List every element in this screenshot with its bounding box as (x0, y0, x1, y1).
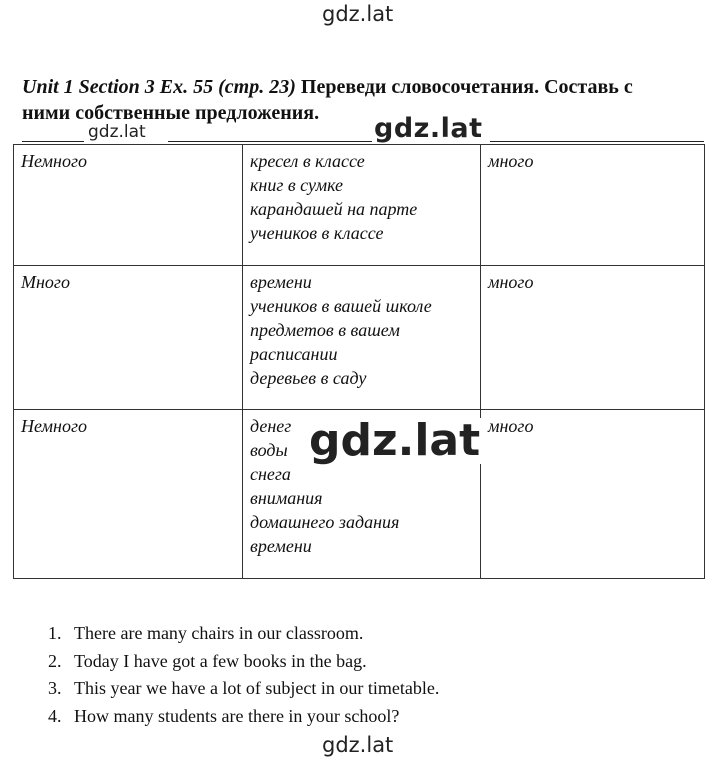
watermark-line-large: gdz.lat (374, 113, 483, 144)
phrase: кресел в классе (250, 151, 365, 171)
quantity-word-cell: много (481, 266, 705, 410)
phrase: времени (250, 272, 312, 292)
phrase: домашнего задания (250, 512, 400, 532)
task-header (22, 74, 682, 126)
list-item (48, 703, 439, 731)
underline-segment-2 (168, 141, 372, 142)
list-item (48, 620, 439, 648)
exercise-instruction: Переведи словосочетания. Составь с ними собственные предложения. (22, 76, 633, 124)
phrase: денег (250, 416, 292, 436)
watermark-line-small: gdz.lat (88, 122, 146, 142)
sentence-text: Today I have got a few books in the bag. (74, 650, 367, 671)
underline-segment-1 (22, 141, 84, 142)
underline-segment-3 (490, 141, 704, 142)
phrase: карандашей на парте (250, 199, 418, 219)
table-row (14, 145, 705, 266)
sentence-list (48, 620, 439, 730)
quantity-word-cell: Много (14, 266, 243, 410)
sentence-text: There are many chairs in our classroom. (74, 623, 364, 643)
quantity-word-cell: Немного (14, 410, 243, 579)
phrase: времени (250, 536, 312, 556)
exercise-reference: Unit 1 Section 3 Ex. 55 (стр. 23) (22, 76, 296, 98)
quantity-word-cell: Немного (14, 145, 243, 266)
phrase: учеников в вашей школе (250, 296, 432, 316)
phrase: расписании (250, 344, 338, 364)
phrase: деревьев в саду (250, 368, 367, 388)
watermark-top: gdz.lat (322, 2, 394, 26)
watermark-center: gdz.lat (305, 418, 484, 464)
item-number: 3. (48, 678, 62, 698)
quantity-word-cell: много (481, 410, 705, 579)
item-number: 2. (48, 650, 62, 671)
item-number: 4. (48, 705, 62, 726)
phrase: внимания (250, 488, 323, 508)
phrase: снега (250, 464, 291, 484)
phrase: воды (250, 440, 288, 460)
list-item (48, 648, 439, 676)
phrase-list-cell (243, 145, 481, 266)
phrase-table (13, 144, 705, 579)
phrase-list-cell (243, 266, 481, 410)
phrase: предметов в вашем (250, 320, 400, 340)
sentence-text: How many students are there in your school? (74, 705, 400, 726)
item-number: 1. (48, 623, 62, 643)
sentence-text: This year we have a lot of subject in our timetable. (74, 678, 440, 698)
list-item (48, 675, 439, 703)
table-row (14, 266, 705, 410)
watermark-bottom: gdz.lat (322, 733, 394, 757)
phrase: учеников в классе (250, 223, 384, 243)
phrase: книг в сумке (250, 175, 344, 195)
quantity-word-cell: много (481, 145, 705, 266)
